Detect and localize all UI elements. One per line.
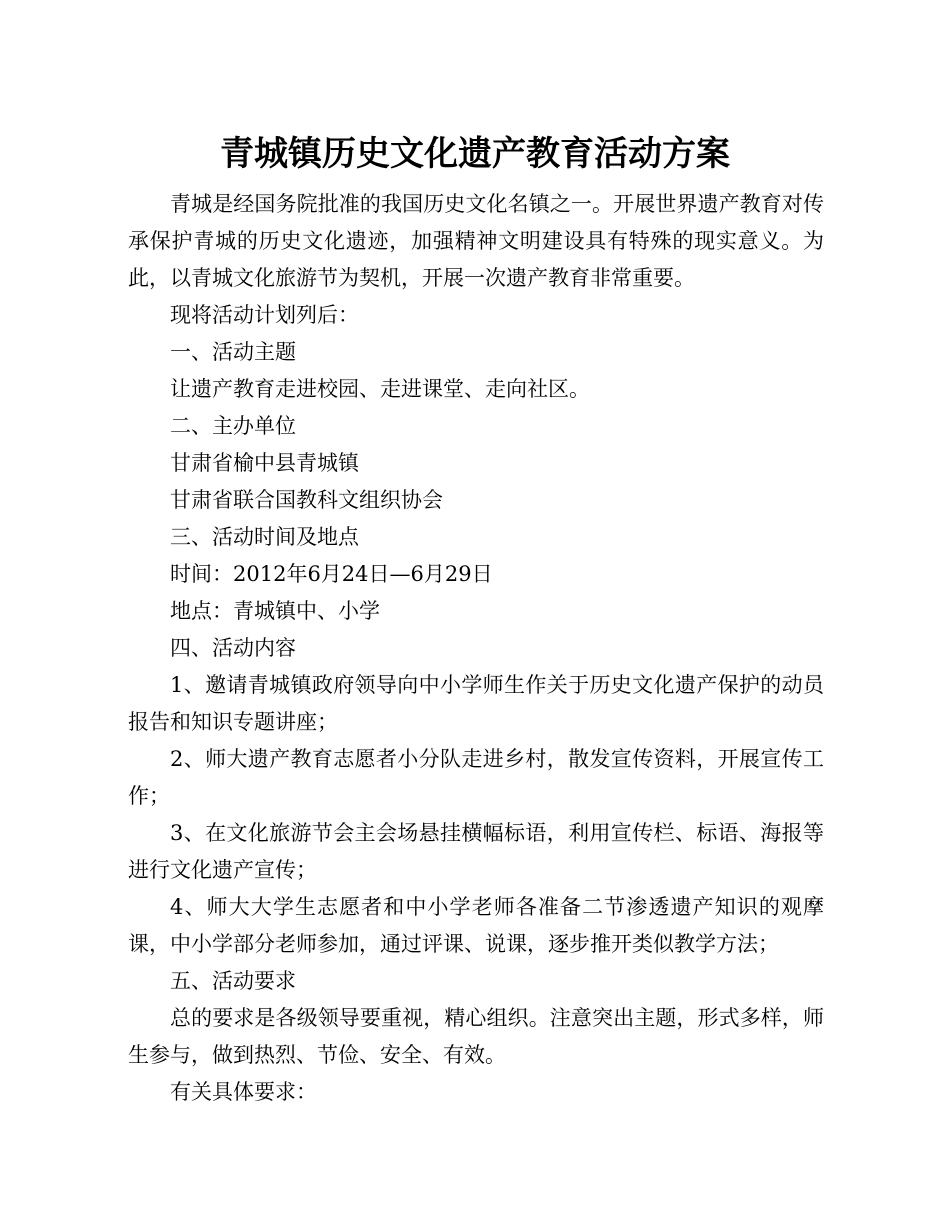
- section-heading-theme: 一、活动主题: [170, 340, 296, 364]
- paragraph-requirements: 总的要求是各级领导要重视，精心组织。注意突出主题，形式多样，师生参与，做到热烈、节俭、安全、有效。: [128, 1006, 824, 1067]
- paragraph-plan-intro: 现将活动计划列后：: [170, 303, 359, 327]
- paragraph-organizer-2: 甘肃省联合国教科文组织协会: [170, 488, 443, 512]
- document-title: 青城镇历史文化遗产教育活动方案: [220, 134, 730, 174]
- section-heading-requirements: 五、活动要求: [170, 969, 296, 993]
- paragraph-specific-requirements: 有关具体要求：: [170, 1080, 317, 1104]
- paragraph-theme: 让遗产教育走进校园、走进课堂、走向社区。: [170, 377, 590, 401]
- paragraph-organizer-1: 甘肃省榆中县青城镇: [170, 451, 359, 475]
- document-body: [128, 186, 824, 1111]
- paragraph-content-4: 4、师大大学生志愿者和中小学老师各准备二节渗透遗产知识的观摩课，中小学部分老师参加，通过评课、说课，逐步推开类似教学方法；: [128, 895, 824, 956]
- section-heading-content: 四、活动内容: [170, 636, 296, 660]
- paragraph-content-2: 2、师大遗产教育志愿者小分队走进乡村，散发宣传资料，开展宣传工作；: [128, 747, 824, 808]
- paragraph-intro: 青城是经国务院批准的我国历史文化名镇之一。开展世界遗产教育对传承保护青城的历史文化遗迹，加强精神文明建设具有特殊的现实意义。为此，以青城文化旅游节为契机，开展一次遗产教育非常重要。: [128, 192, 824, 290]
- paragraph-place: 地点：青城镇中、小学: [170, 599, 380, 623]
- section-heading-organizers: 二、主办单位: [170, 414, 296, 438]
- paragraph-time: 时间：2012年6月24日—6月29日: [170, 562, 493, 586]
- section-heading-time-place: 三、活动时间及地点: [170, 525, 359, 549]
- paragraph-content-3: 3、在文化旅游节会主会场悬挂横幅标语，利用宣传栏、标语、海报等进行文化遗产宣传；: [128, 821, 824, 882]
- paragraph-content-1: 1、邀请青城镇政府领导向中小学师生作关于历史文化遗产保护的动员报告和知识专题讲座；: [128, 673, 824, 734]
